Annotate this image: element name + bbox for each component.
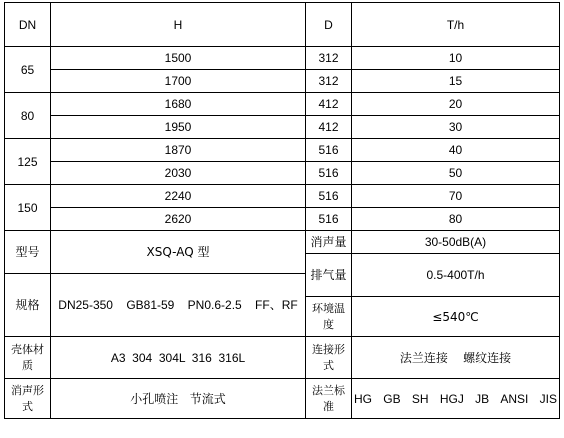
table-row	[5, 162, 560, 185]
table-row	[5, 231, 560, 254]
table-row	[5, 337, 560, 379]
model-label: 型号	[5, 231, 51, 274]
th-cell: 20	[352, 93, 560, 116]
env-temp-label: 环境温度	[306, 297, 352, 337]
flange-standard-item: ANSI	[500, 391, 529, 406]
th-cell: 40	[352, 139, 560, 162]
h-cell: 1500	[51, 47, 306, 70]
flange-standard-item: JIS	[539, 391, 557, 406]
table-header-row	[5, 3, 560, 47]
h-cell: 1700	[51, 70, 306, 93]
flange-standard-item: JB	[475, 391, 490, 406]
table-row	[5, 70, 560, 93]
d-cell: 412	[306, 116, 352, 139]
d-cell: 516	[306, 139, 352, 162]
noise-value: 30-50dB(A)	[352, 231, 560, 254]
flange-standards-cell	[352, 379, 560, 419]
connect-label: 连接形式	[306, 337, 352, 379]
specification-table	[4, 2, 560, 419]
d-cell: 516	[306, 162, 352, 185]
shell-label: 壳体材质	[5, 337, 51, 379]
flange-standard-item: GB	[383, 391, 401, 406]
table-row	[5, 185, 560, 208]
table-row	[5, 208, 560, 231]
th-cell: 70	[352, 185, 560, 208]
noise-label: 消声量	[306, 231, 352, 254]
exhaust-label: 排气量	[306, 254, 352, 297]
header-th: T/h	[352, 3, 560, 47]
spec-value: DN25-350 GB81-59 PN0.6-2.5 FF、RF	[51, 274, 306, 337]
h-cell: 2620	[51, 208, 306, 231]
env-temp-value: ≤540℃	[352, 297, 560, 337]
th-cell: 50	[352, 162, 560, 185]
model-value: XSQ-AQ 型	[51, 231, 306, 274]
table-row	[5, 116, 560, 139]
d-cell: 312	[306, 70, 352, 93]
th-cell: 10	[352, 47, 560, 70]
silencer-label: 消声形式	[5, 379, 51, 419]
d-cell: 412	[306, 93, 352, 116]
exhaust-value: 0.5-400T/h	[352, 254, 560, 297]
h-cell: 2030	[51, 162, 306, 185]
flange-standards-list	[352, 391, 559, 407]
flange-standard-item: SH	[411, 391, 429, 406]
flange-label: 法兰标准	[306, 379, 352, 419]
h-cell: 1680	[51, 93, 306, 116]
th-cell: 80	[352, 208, 560, 231]
d-cell: 312	[306, 47, 352, 70]
spec-label: 规格	[5, 274, 51, 337]
d-cell: 516	[306, 208, 352, 231]
header-d: D	[306, 3, 352, 47]
table-row	[5, 139, 560, 162]
header-h: H	[51, 3, 306, 47]
connect-value: 法兰连接 螺纹连接	[352, 337, 560, 379]
silencer-value: 小孔喷注 节流式	[51, 379, 306, 419]
table-row	[5, 379, 560, 419]
dn-cell: 150	[5, 185, 51, 231]
d-cell: 516	[306, 185, 352, 208]
flange-standard-item: HGJ	[439, 391, 464, 406]
h-cell: 2240	[51, 185, 306, 208]
dn-cell: 80	[5, 93, 51, 139]
shell-value: A3 304 304L 316 316L	[51, 337, 306, 379]
th-cell: 30	[352, 116, 560, 139]
h-cell: 1950	[51, 116, 306, 139]
dn-cell: 125	[5, 139, 51, 185]
flange-standard-item: HG	[354, 391, 372, 406]
table-row	[5, 93, 560, 116]
table-row	[5, 47, 560, 70]
header-dn: DN	[5, 3, 51, 47]
th-cell: 15	[352, 70, 560, 93]
h-cell: 1870	[51, 139, 306, 162]
dn-cell: 65	[5, 47, 51, 93]
